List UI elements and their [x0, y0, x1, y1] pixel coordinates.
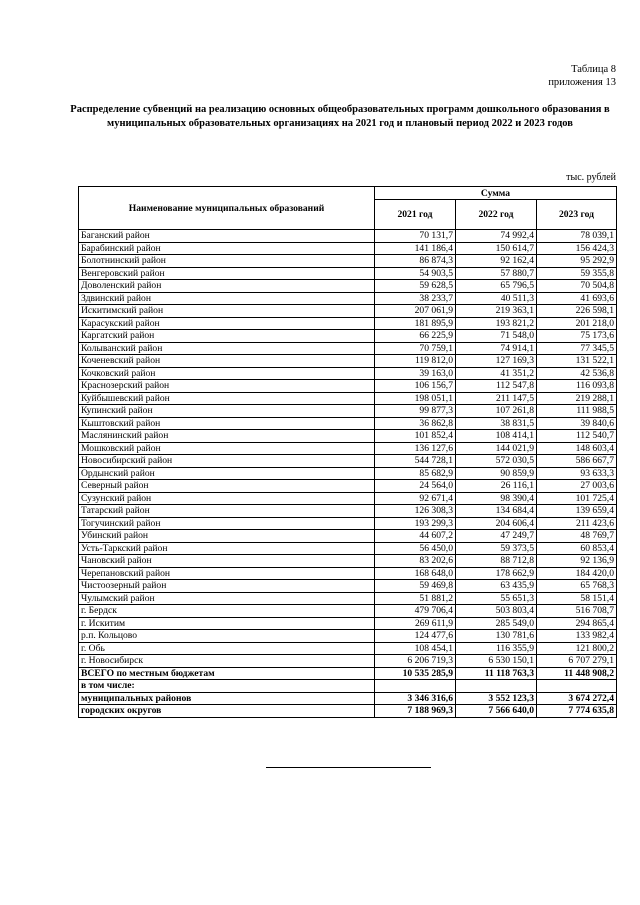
table-row	[79, 492, 617, 505]
cell-2021: 36 862,8	[375, 417, 456, 430]
cell-name: ВСЕГО по местным бюджетам	[79, 667, 375, 680]
cell-2021: 99 877,3	[375, 405, 456, 418]
cell-name: Краснозерский район	[79, 380, 375, 393]
cell-2022: 7 566 640,0	[456, 705, 537, 718]
cell-2022: 47 249,7	[456, 530, 537, 543]
cell-2023: 93 633,3	[537, 467, 617, 480]
cell-name: Черепановский район	[79, 567, 375, 580]
cell-2023: 133 982,4	[537, 630, 617, 643]
cell-2021: 181 895,9	[375, 317, 456, 330]
cell-2022: 107 261,8	[456, 405, 537, 418]
cell-2022: 26 116,1	[456, 480, 537, 493]
cell-2023: 211 423,6	[537, 517, 617, 530]
cell-2021: 479 706,4	[375, 605, 456, 618]
cell-2022: 90 859,9	[456, 467, 537, 480]
table-row	[79, 392, 617, 405]
cell-2021: 3 346 316,6	[375, 692, 456, 705]
table-row	[79, 605, 617, 618]
cell-name: г. Обь	[79, 642, 375, 655]
cell-2023: 112 540,7	[537, 430, 617, 443]
table-number: Таблица 8	[571, 64, 616, 75]
cell-2023: 11 448 908,2	[537, 667, 617, 680]
document-title: Распределение субвенций на реализацию основных общеобразовательных программ дошкольного образования в муниципальных образовательных организациях на 2021 год и плановый период 2022 и 2023 годов	[70, 104, 610, 129]
cell-name: Венгеровский район	[79, 267, 375, 280]
cell-name: муниципальных районов	[79, 692, 375, 705]
cell-2023	[537, 680, 617, 693]
cell-2021: 56 450,0	[375, 542, 456, 555]
cell-2021: 126 308,3	[375, 505, 456, 518]
table-row	[79, 580, 617, 593]
cell-2023: 59 355,8	[537, 267, 617, 280]
cell-2021: 39 163,0	[375, 367, 456, 380]
cell-2021: 193 299,3	[375, 517, 456, 530]
cell-2022: 134 684,4	[456, 505, 537, 518]
cell-2023: 75 173,6	[537, 330, 617, 343]
cell-2022: 11 118 763,3	[456, 667, 537, 680]
cell-name: в том числе:	[79, 680, 375, 693]
cell-2022: 144 021,9	[456, 442, 537, 455]
cell-name: Барабинский район	[79, 242, 375, 255]
cell-2021: 66 225,9	[375, 330, 456, 343]
column-header-2023: 2023 год	[537, 200, 617, 230]
table-row	[79, 542, 617, 555]
cell-2023: 184 420,0	[537, 567, 617, 580]
table-body	[79, 230, 617, 718]
cell-name: р.п. Кольцово	[79, 630, 375, 643]
subtotal-row	[79, 705, 617, 718]
cell-2021: 124 477,6	[375, 630, 456, 643]
appendix-reference: приложения 13	[548, 77, 616, 88]
cell-name: Болотнинский район	[79, 255, 375, 268]
cell-name: Новосибирский район	[79, 455, 375, 468]
table-row	[79, 430, 617, 443]
cell-2021: 168 648,0	[375, 567, 456, 580]
cell-2023: 226 598,1	[537, 305, 617, 318]
cell-name: Куйбышевский район	[79, 392, 375, 405]
cell-2023: 48 769,7	[537, 530, 617, 543]
cell-name: Колыванский район	[79, 342, 375, 355]
table-row	[79, 355, 617, 368]
table-row	[79, 655, 617, 668]
table-row	[79, 530, 617, 543]
cell-2021: 70 131,7	[375, 230, 456, 243]
cell-2021: 70 759,1	[375, 342, 456, 355]
cell-2022: 112 547,8	[456, 380, 537, 393]
table-row	[79, 380, 617, 393]
cell-2022	[456, 680, 537, 693]
cell-2023: 42 536,8	[537, 367, 617, 380]
cell-name: Маслянинский район	[79, 430, 375, 443]
cell-name: Доволенский район	[79, 280, 375, 293]
table-row	[79, 592, 617, 605]
cell-name: Усть-Таркский район	[79, 542, 375, 555]
cell-2022: 193 821,2	[456, 317, 537, 330]
cell-2022: 108 414,1	[456, 430, 537, 443]
cell-name: Карасукский район	[79, 317, 375, 330]
cell-2023: 65 768,3	[537, 580, 617, 593]
cell-2021: 92 671,4	[375, 492, 456, 505]
cell-2023: 70 504,8	[537, 280, 617, 293]
cell-2021: 136 127,6	[375, 442, 456, 455]
table-row	[79, 467, 617, 480]
column-header-2021: 2021 год	[375, 200, 456, 230]
cell-2023: 7 774 635,8	[537, 705, 617, 718]
cell-2021: 108 454,1	[375, 642, 456, 655]
cell-2021: 207 061,9	[375, 305, 456, 318]
cell-name: Каргатский район	[79, 330, 375, 343]
cell-2022: 55 651,3	[456, 592, 537, 605]
cell-2022: 71 548,0	[456, 330, 537, 343]
cell-2021: 544 728,1	[375, 455, 456, 468]
cell-2021: 10 535 285,9	[375, 667, 456, 680]
cell-name: городских округов	[79, 705, 375, 718]
cell-name: Сузунский район	[79, 492, 375, 505]
cell-name: Чановский район	[79, 555, 375, 568]
table-row	[79, 480, 617, 493]
table-row	[79, 367, 617, 380]
cell-2022: 285 549,0	[456, 617, 537, 630]
table-row	[79, 292, 617, 305]
table-row	[79, 342, 617, 355]
cell-2021: 54 903,5	[375, 267, 456, 280]
cell-2022: 98 390,4	[456, 492, 537, 505]
cell-2022: 204 606,4	[456, 517, 537, 530]
cell-2021: 38 233,7	[375, 292, 456, 305]
cell-2021: 86 874,3	[375, 255, 456, 268]
table-row	[79, 255, 617, 268]
cell-name: Чистоозерный район	[79, 580, 375, 593]
cell-name: Татарский район	[79, 505, 375, 518]
cell-2022: 63 435,9	[456, 580, 537, 593]
table-row	[79, 630, 617, 643]
table-row	[79, 330, 617, 343]
table-row	[79, 505, 617, 518]
cell-2023: 156 424,3	[537, 242, 617, 255]
cell-2023: 219 288,1	[537, 392, 617, 405]
cell-2021: 83 202,6	[375, 555, 456, 568]
end-divider	[266, 767, 431, 768]
cell-2023: 3 674 272,4	[537, 692, 617, 705]
cell-2023: 78 039,1	[537, 230, 617, 243]
table-row	[79, 242, 617, 255]
subventions-table	[78, 186, 617, 718]
cell-2022: 130 781,6	[456, 630, 537, 643]
cell-2022: 127 169,3	[456, 355, 537, 368]
cell-name: Кыштовский район	[79, 417, 375, 430]
cell-name: г. Новосибирск	[79, 655, 375, 668]
cell-2023: 77 345,5	[537, 342, 617, 355]
cell-2021: 24 564,0	[375, 480, 456, 493]
cell-name: Баганский район	[79, 230, 375, 243]
cell-2023: 39 840,6	[537, 417, 617, 430]
cell-2023: 58 151,4	[537, 592, 617, 605]
table-row	[79, 317, 617, 330]
table-row	[79, 517, 617, 530]
table-row	[79, 230, 617, 243]
cell-name: Чулымский район	[79, 592, 375, 605]
cell-2021: 59 628,5	[375, 280, 456, 293]
cell-2023: 148 603,4	[537, 442, 617, 455]
cell-2022: 178 662,9	[456, 567, 537, 580]
cell-2021	[375, 680, 456, 693]
cell-2023: 201 218,0	[537, 317, 617, 330]
cell-2022: 211 147,5	[456, 392, 537, 405]
cell-2021: 51 881,2	[375, 592, 456, 605]
column-header-2022: 2022 год	[456, 200, 537, 230]
table-row	[79, 617, 617, 630]
cell-name: Здвинский район	[79, 292, 375, 305]
cell-2023: 92 136,9	[537, 555, 617, 568]
subtotal-row	[79, 692, 617, 705]
cell-2022: 57 880,7	[456, 267, 537, 280]
cell-2022: 74 992,4	[456, 230, 537, 243]
cell-2022: 59 373,5	[456, 542, 537, 555]
cell-2022: 40 511,3	[456, 292, 537, 305]
table-row	[79, 642, 617, 655]
cell-2023: 294 865,4	[537, 617, 617, 630]
cell-2021: 7 188 969,3	[375, 705, 456, 718]
table-row	[79, 442, 617, 455]
cell-2022: 74 914,1	[456, 342, 537, 355]
cell-2021: 198 051,1	[375, 392, 456, 405]
table-row	[79, 555, 617, 568]
cell-2023: 101 725,4	[537, 492, 617, 505]
total-row	[79, 667, 617, 680]
cell-2023: 27 003,6	[537, 480, 617, 493]
cell-2022: 6 530 150,1	[456, 655, 537, 668]
cell-2021: 119 812,0	[375, 355, 456, 368]
cell-name: Коченевский район	[79, 355, 375, 368]
cell-name: Ордынский район	[79, 467, 375, 480]
cell-name: Искитимский район	[79, 305, 375, 318]
including-row	[79, 680, 617, 693]
cell-2023: 586 667,7	[537, 455, 617, 468]
cell-2022: 150 614,7	[456, 242, 537, 255]
cell-2022: 88 712,8	[456, 555, 537, 568]
cell-2023: 116 093,8	[537, 380, 617, 393]
cell-name: Убинский район	[79, 530, 375, 543]
units-label: тыс. рублей	[566, 172, 616, 183]
cell-2021: 85 682,9	[375, 467, 456, 480]
cell-2021: 6 206 719,3	[375, 655, 456, 668]
cell-2021: 141 186,4	[375, 242, 456, 255]
column-header-name: Наименование муниципальных образований	[79, 187, 375, 230]
table-row	[79, 280, 617, 293]
cell-2023: 60 853,4	[537, 542, 617, 555]
cell-2021: 269 611,9	[375, 617, 456, 630]
cell-2021: 59 469,8	[375, 580, 456, 593]
table-row	[79, 567, 617, 580]
cell-2023: 6 707 279,1	[537, 655, 617, 668]
cell-2022: 572 030,5	[456, 455, 537, 468]
cell-2022: 219 363,1	[456, 305, 537, 318]
cell-2022: 92 162,4	[456, 255, 537, 268]
column-header-sum: Сумма	[375, 187, 617, 200]
table-row	[79, 267, 617, 280]
cell-2022: 503 803,4	[456, 605, 537, 618]
cell-2023: 121 800,2	[537, 642, 617, 655]
cell-2022: 65 796,5	[456, 280, 537, 293]
table-row	[79, 405, 617, 418]
cell-2021: 44 607,2	[375, 530, 456, 543]
cell-2023: 95 292,9	[537, 255, 617, 268]
cell-2022: 116 355,9	[456, 642, 537, 655]
cell-2023: 111 988,5	[537, 405, 617, 418]
cell-2022: 41 351,2	[456, 367, 537, 380]
cell-2023: 131 522,1	[537, 355, 617, 368]
cell-name: г. Искитим	[79, 617, 375, 630]
cell-name: Северный район	[79, 480, 375, 493]
cell-name: г. Бердск	[79, 605, 375, 618]
cell-2023: 516 708,7	[537, 605, 617, 618]
cell-2021: 106 156,7	[375, 380, 456, 393]
cell-2022: 38 831,5	[456, 417, 537, 430]
cell-2023: 139 659,4	[537, 505, 617, 518]
cell-name: Тогучинский район	[79, 517, 375, 530]
cell-2023: 41 693,6	[537, 292, 617, 305]
cell-2021: 101 852,4	[375, 430, 456, 443]
table-row	[79, 455, 617, 468]
table-row	[79, 417, 617, 430]
cell-name: Купинский район	[79, 405, 375, 418]
table-row	[79, 305, 617, 318]
cell-2022: 3 552 123,3	[456, 692, 537, 705]
cell-name: Кочковский район	[79, 367, 375, 380]
cell-name: Мошковский район	[79, 442, 375, 455]
